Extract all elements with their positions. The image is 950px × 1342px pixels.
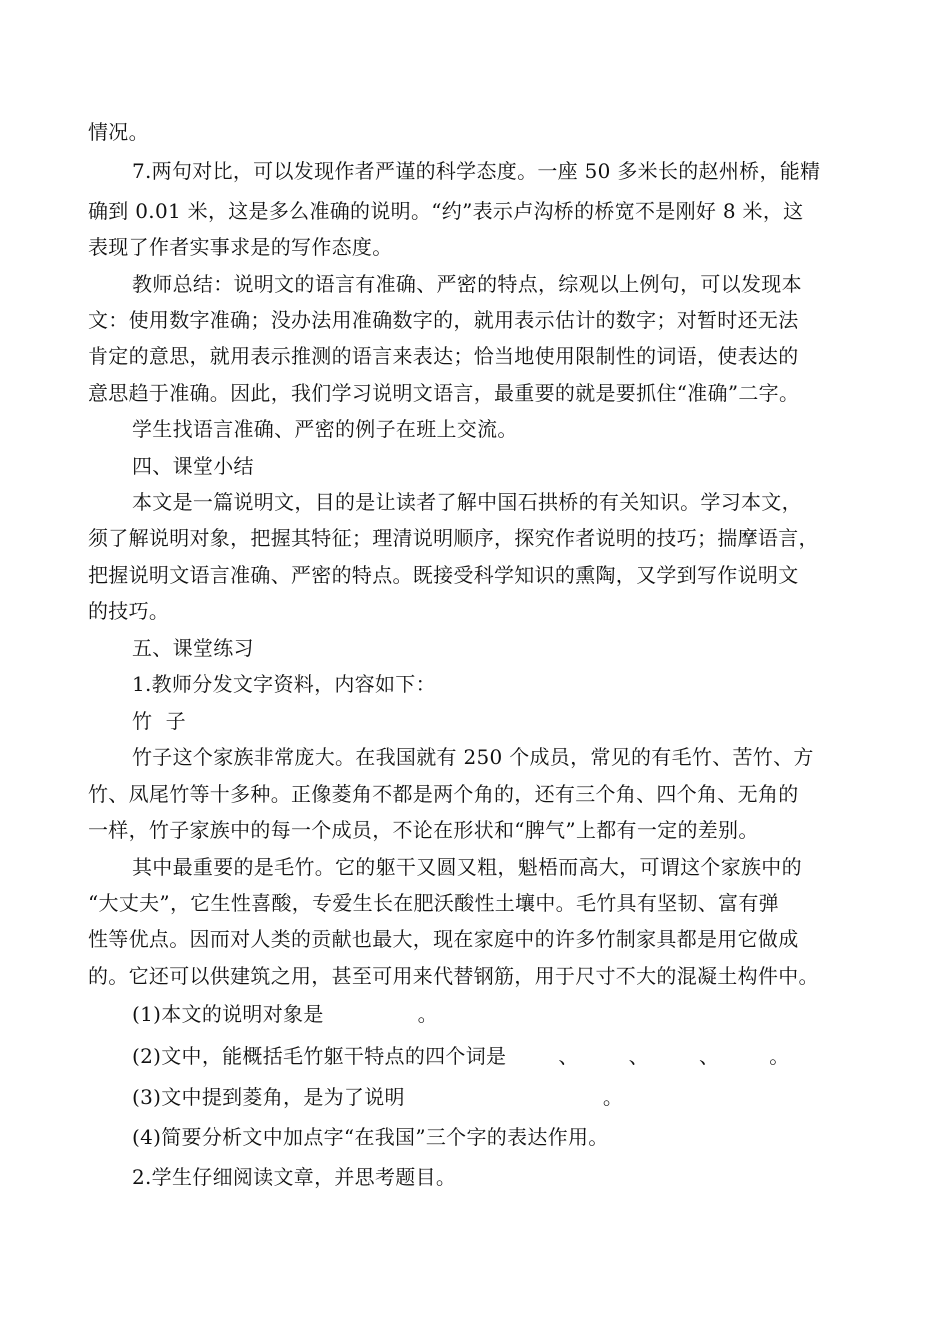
text-line: 的技巧。 xyxy=(88,599,170,623)
text-line: 肯定的意思，就用表示推测的语言来表达；恰当地使用限制性的词语，使表达的 xyxy=(88,344,799,368)
separator: 、 xyxy=(628,1044,649,1068)
question-2 xyxy=(132,1042,868,1070)
text-line: 确到 0.01 米，这是多么准确的说明。“约”表示卢沟桥的桥宽不是刚好 8 米，这 xyxy=(88,199,804,223)
text-line: 性等优点。因而对人类的贡献也最大，现在家庭中的许多竹制家具都是用它做成 xyxy=(88,927,799,951)
question-1-text: (1)本文的说明对象是 xyxy=(132,1002,324,1026)
text-line: 7.两句对比，可以发现作者严谨的科学态度。一座 50 多米长的赵州桥，能精 xyxy=(132,159,821,183)
question-2-end: 。 xyxy=(769,1044,790,1068)
text-line: 把握说明文语言准确、严密的特点。既接受科学知识的熏陶，又学到写作说明文 xyxy=(88,563,799,587)
question-3 xyxy=(132,1083,868,1111)
text-line: “大丈夫”，它生性喜酸，专爱生长在肥沃酸性土壤中。毛竹具有坚韧、富有弹 xyxy=(88,891,779,915)
text-line: 的。它还可以供建筑之用，甚至可用来代替钢筋，用于尺寸不大的混凝土构件中。 xyxy=(88,964,819,988)
text-line: 教师总结：说明文的语言有准确、严密的特点，综观以上例句，可以发现本 xyxy=(132,272,802,296)
question-4: (4)简要分析文中加点字“在我国”三个字的表达作用。 xyxy=(132,1125,609,1149)
text-line: 本文是一篇说明文，目的是让读者了解中国石拱桥的有关知识。学习本文， xyxy=(132,490,802,514)
text-line: 文：使用数字准确；没办法用准确数字的，就用表示估计的数字；对暂时还无法 xyxy=(88,308,799,332)
text-line: 情况。 xyxy=(88,120,149,144)
separator: 、 xyxy=(698,1044,720,1068)
separator: 、 xyxy=(558,1044,579,1068)
text-line: 须了解说明对象，把握其特征；理清说明顺序，探究作者说明的技巧；揣摩语言， xyxy=(88,526,819,550)
question-3-end: 。 xyxy=(602,1085,624,1109)
text-line: 2.学生仔细阅读文章，并思考题目。 xyxy=(132,1165,457,1189)
text-line: 竹子这个家族非常庞大。在我国就有 250 个成员，常见的有毛竹、苦竹、方 xyxy=(132,745,814,769)
passage-title: 竹 子 xyxy=(132,709,186,733)
question-3-text: (3)文中提到菱角，是为了说明 xyxy=(132,1085,405,1109)
text-line: 一样，竹子家族中的每一个成员，不论在形状和“脾气”上都有一定的差别。 xyxy=(88,818,759,842)
question-1 xyxy=(132,1000,868,1028)
section-heading: 四、课堂小结 xyxy=(132,454,254,478)
section-heading: 五、课堂练习 xyxy=(132,636,254,660)
question-1-end: 。 xyxy=(417,1002,438,1026)
text-line: 竹、凤尾竹等十多种。正像菱角不都是两个角的，还有三个角、四个角、无角的 xyxy=(88,782,799,806)
text-line: 1.教师分发文字资料，内容如下： xyxy=(132,672,436,696)
text-line: 其中最重要的是毛竹。它的躯干又圆又粗，魁梧而高大，可谓这个家族中的 xyxy=(132,855,802,879)
text-line: 意思趋于准确。因此，我们学习说明文语言，最重要的就是要抓住“准确”二字。 xyxy=(88,381,800,405)
text-line: 学生找语言准确、严密的例子在班上交流。 xyxy=(132,417,518,441)
question-2-text: (2)文中，能概括毛竹躯干特点的四个词是 xyxy=(132,1044,507,1068)
text-line: 表现了作者实事求是的写作态度。 xyxy=(88,235,393,259)
